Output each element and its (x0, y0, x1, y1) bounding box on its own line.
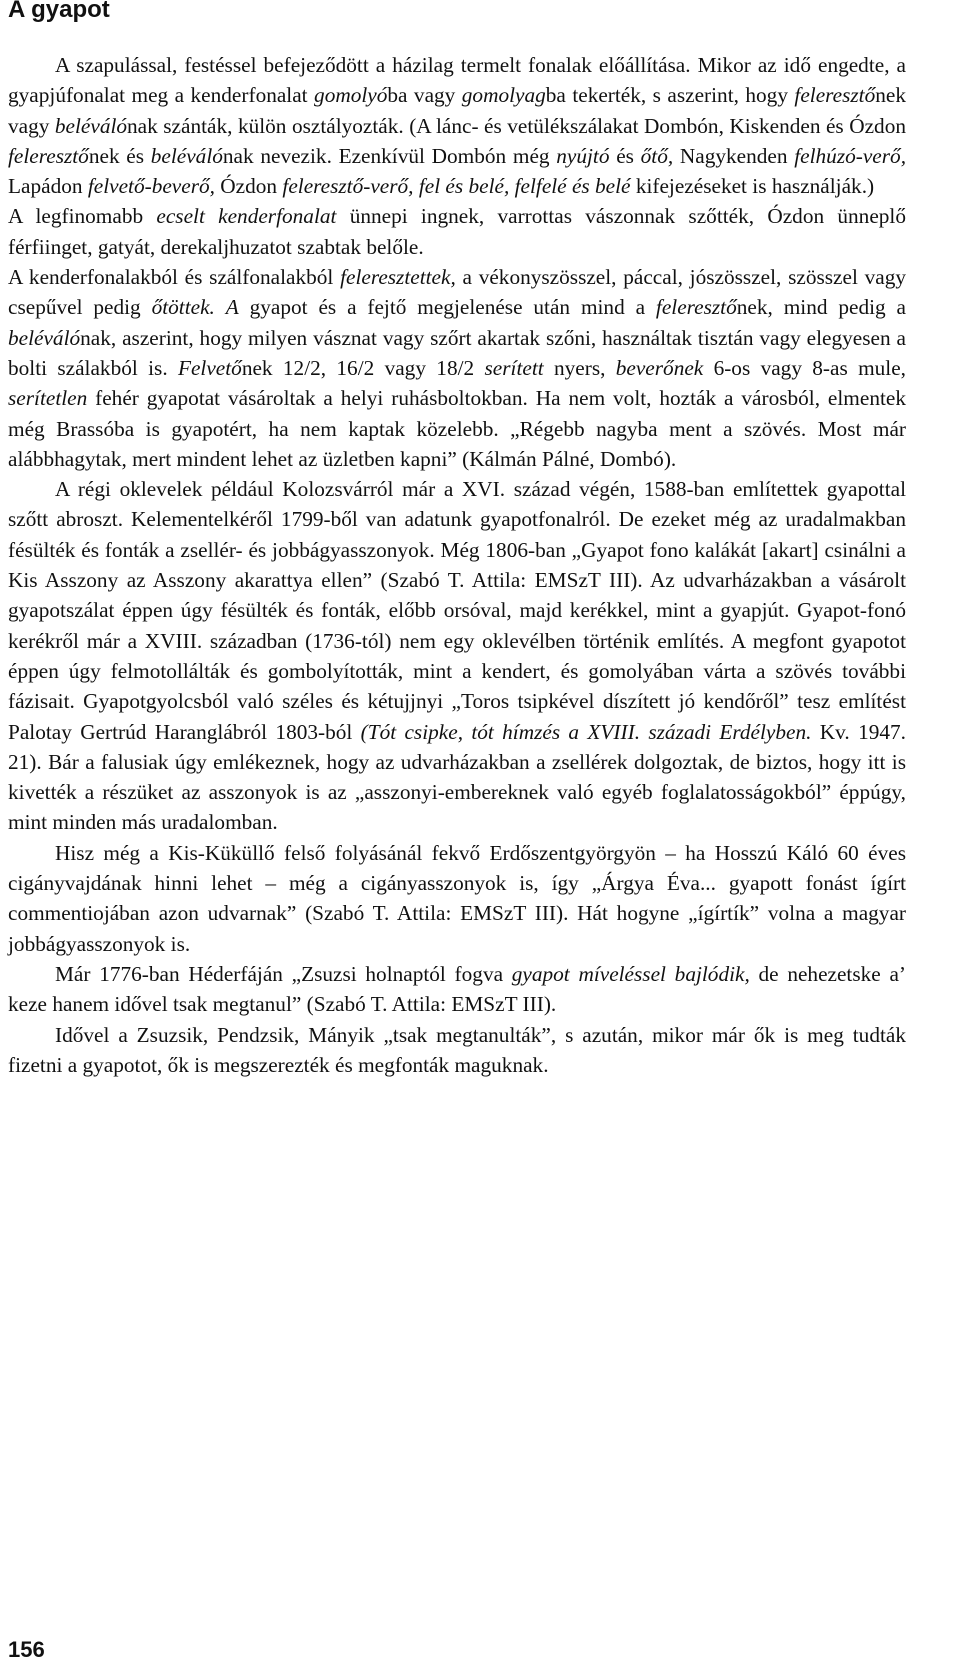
page-number: 156 (8, 1637, 45, 1662)
italic-term: felhúzó-verő, (794, 143, 907, 168)
text-run: ünnepi ingnek, varrottas vászonnak szőtték, Ózdon ünneplő férfiinget, gatyát, derekaljhuzatot szabtak belőle. (8, 204, 906, 259)
text-run: nak szánták, külön osztályozták. (A lánc- és vetülékszálakat Dombón, Kiskenden és Ózdon (127, 113, 906, 138)
paragraph-3 (8, 262, 906, 474)
text-run: Ózdon (214, 174, 283, 199)
italic-term: feleresztő (655, 295, 737, 320)
italic-term: beverőnek (615, 355, 704, 380)
text-run: Nagykenden (673, 143, 795, 168)
paragraph-2 (8, 201, 906, 262)
italic-term: beléváló (150, 143, 223, 168)
paragraph-6 (8, 959, 906, 1020)
italic-term: beléváló (54, 113, 128, 138)
italic-term: gomolyó (314, 83, 388, 108)
paragraph-5: Hisz még a Kis-Küküllő felső folyásánál fekvő Erdőszentgyörgyön – ha Hosszú Káló 60 éves cigányvajdának hinni lehet – még a cigányasszonyok is, így „Árgya Éva... gyapott fonást ígírt commentiojában azon udvarnak” (Szabó T. Attila: EMSzT III). Hát hogyne „ígírtík” volna a magyar jobbágyasszonyok is. (8, 840, 906, 956)
text-run: Már 1776-ban Héderfáján „Zsuzsi holnaptól fogva (55, 961, 512, 986)
text-run: A legfinomabb (8, 204, 157, 229)
text-run: nak, aszerint, hogy milyen vásznat vagy szőrt akartak szőni, használtak tisztán vagy elegyesen a bolti szálakból is. (8, 325, 906, 380)
text-run: gyapot és a fejtő megjelenése után mind a (238, 295, 656, 320)
text-run: nek, mind pedig a (736, 295, 906, 320)
paragraph-7: Idővel a Zsuzsik, Pendzsik, Mányik „tsak megtanulták”, s azután, mikor már ők is meg tudták fizetni a gyapotot, ők is megszerezték és megfonták maguknak. (8, 1022, 906, 1077)
italic-term: beléváló (8, 325, 81, 350)
text-run: a vékonyszösszel, páccal, jószösszel, szösszel vagy csepűvel pedig (8, 265, 906, 320)
text-run: de nehezetske a’ keze hanem idővel tsak megtanul” (Szabó T. Attila: EMSzT III). (8, 961, 906, 1017)
paragraph-4 (8, 474, 906, 838)
italic-term: őtő, (640, 143, 674, 168)
text-run: ba vagy (387, 83, 462, 108)
text-run: nak nevezik. Ezenkívül Dombón még (222, 143, 557, 168)
text-run: A régi oklevelek például Kolozsvárról már a XVI. század végén, 1588-ban említettek gyapottal szőtt abroszt. Kelementelkéről 1799-ből van adatunk gyapotfonalról. De ezeket még az uradalmakban fésülték és fonták a zsellér- és jobbágyasszonyok. Még 1806-ban „Gyapot fono kalákát [akart] csinálni a Kis Asszony az Asszony akarattya ellen” (Szabó T. Attila: EMSzT III). Az udvarházakban a vásárolt gyapotszálat éppen úgy fésülték és fonták, előbb orsóval, majd kerékkel, mint a gyapjút. Gyapot-fonó kerékről már a XVIII. században (1736-tól) nem egy oklevélben történik említés. A megfont gyapotot éppen úgy felmotollálták és gombolyították, mint a kendert, és gomolyában várta a szövés további fázisait. Gyapotgyolcsból való széles és kétujjnyi „Toros tsipkével díszített jó kendőről” tesz említést Palotay Gertrúd Haranglábról 1803-ból (8, 477, 906, 744)
italic-term: felvető-beverő, (87, 174, 215, 199)
italic-term: feleresztő (794, 83, 876, 108)
italic-term: nyújtó (556, 143, 610, 168)
italic-term: gomolyag (461, 83, 546, 108)
text-run: és (609, 143, 641, 168)
italic-term: ecselt kenderfonalat (156, 204, 337, 229)
italic-term: feleresztő-verő, fel és belé, felfelé és belé (282, 174, 631, 199)
italic-term: A (225, 295, 239, 320)
italic-term: Felvető (177, 355, 242, 380)
page-title: A gyapot (8, 0, 110, 23)
text-run (215, 295, 226, 319)
text-run: nyers, (543, 355, 616, 380)
text-run: nek és (88, 143, 151, 168)
italic-term: serített (484, 355, 544, 380)
text-run: A szapulással, festéssel befejeződött a házilag termelt fonalak előállítása. Mikor az idő engedte, a gyapjúfonalat meg a kenderfonalat (8, 53, 906, 108)
body-text (8, 50, 906, 1080)
text-run: Lapádon (8, 174, 88, 199)
italic-term: feleresztettek, (340, 265, 456, 290)
italic-term: őtöttek. (151, 295, 215, 320)
italic-term: feleresztő (8, 143, 89, 168)
italic-quote: gyapot míveléssel bajlódik, (511, 961, 750, 986)
text-run: kifejezéseket is használják.) (630, 174, 875, 199)
text-run: fehér gyapotat vásároltak a helyi ruhásboltokban. Ha nem volt, hozták a városból, elmentek még Brassóba is gyapotért, ha nem kaptak közelebb. „Régebb nagyba ment a szövés. Most már alábbhagytak, mert mindent lehet az üzletben kapni” (Kálmán Pálné, Dombó). (8, 386, 906, 471)
text-run: nek vagy (8, 83, 907, 138)
text-run: 6-os vagy 8-as mule, (703, 355, 906, 380)
text-run: nek 12/2, 16/2 vagy 18/2 (241, 355, 485, 380)
text-run: A kenderfonalakból és szálfonalakból (8, 265, 341, 290)
paragraph-1 (8, 50, 906, 201)
text-run: Kv. 1947. 21). Bár a falusiak úgy emlékeznek, hogy az udvarházakban a zsellérek dolgoztak, de biztos, hogy itt is kivették a részüket az asszonyok is az „asszonyi-embereknek való egyéb foglalatosságokból” éppúgy, mint minden más uradalomban. (8, 719, 906, 835)
italic-term: serítetlen (8, 386, 88, 411)
italic-citation: (Tót csipke, tót hímzés a XVIII. századi Erdélyben. (360, 719, 812, 744)
text-run: ba tekerték, s aszerint, hogy (545, 83, 795, 108)
